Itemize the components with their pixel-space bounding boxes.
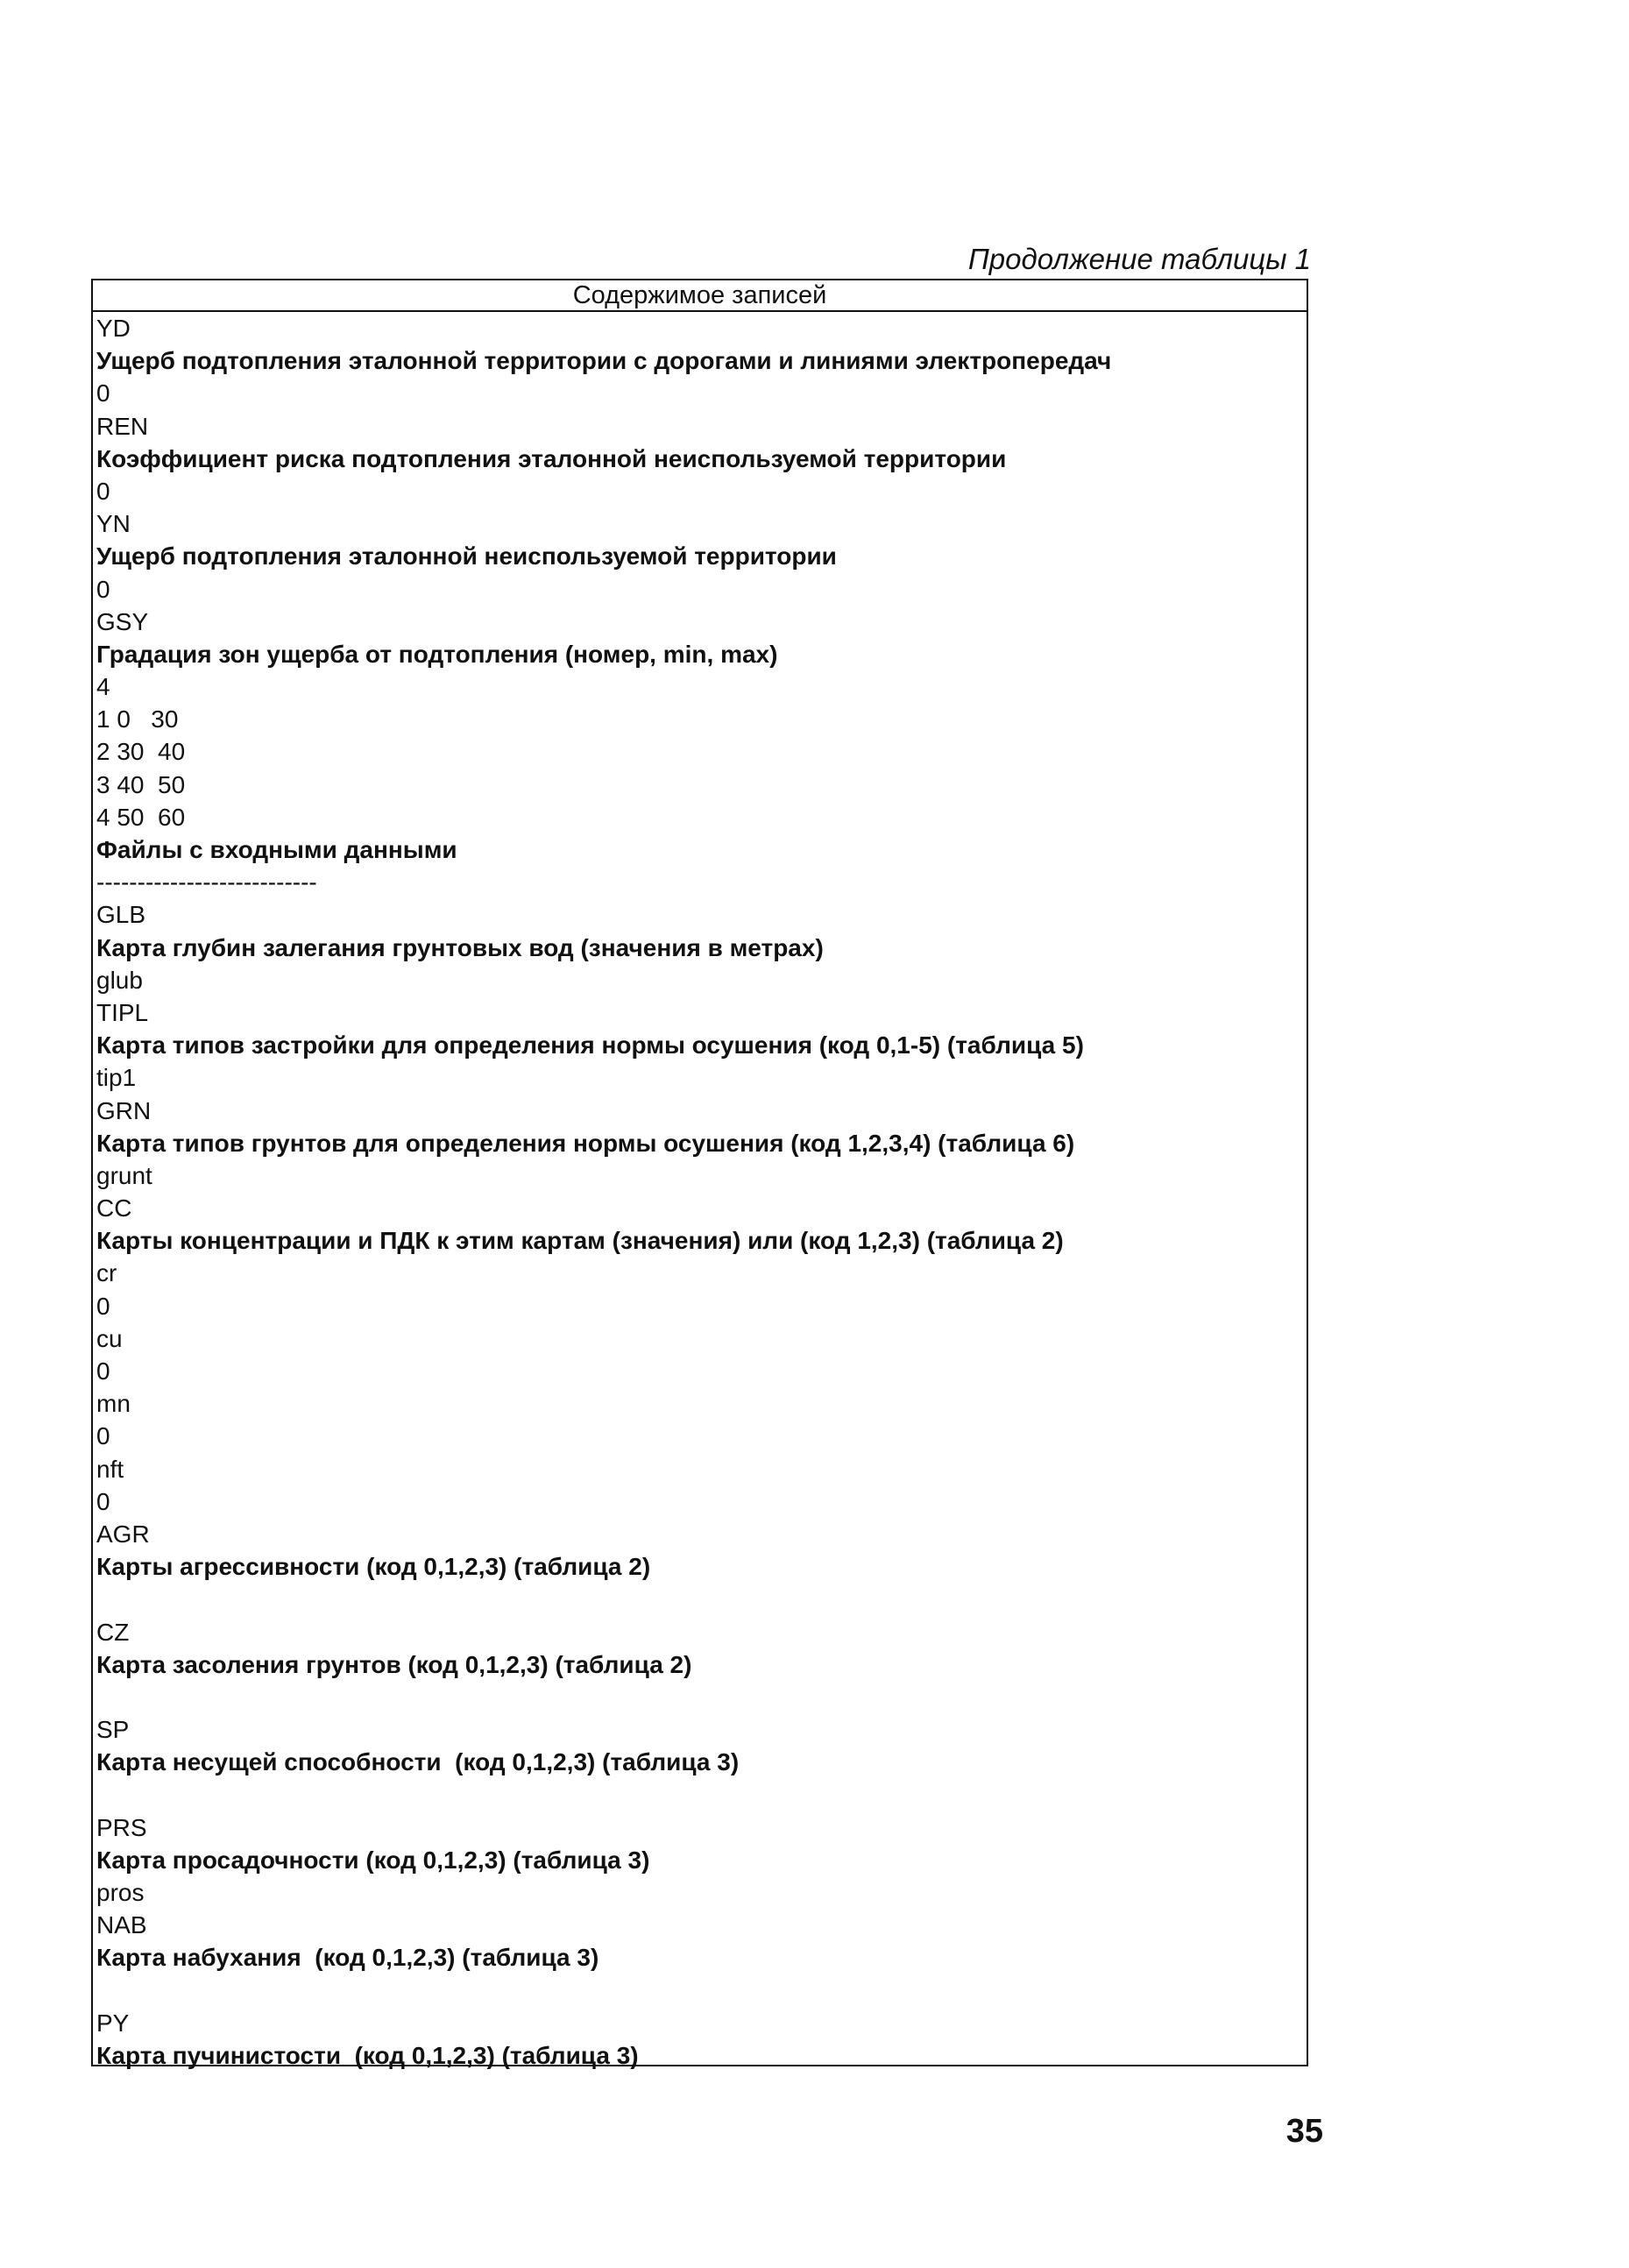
record-line: 0	[96, 1422, 110, 1450]
record-line: cr	[96, 1259, 117, 1287]
record-line: GLB	[96, 901, 146, 929]
records-list	[93, 312, 1307, 2072]
record-line: grunt	[96, 1161, 152, 1189]
record-line: nft	[96, 1455, 124, 1483]
record-line: NAB	[96, 1911, 147, 1939]
record-line: glub	[96, 966, 143, 994]
record-line: Ущерб подтопления эталонной неиспользуемой территории	[96, 542, 837, 571]
record-line	[96, 1681, 1307, 1713]
record-line: Карта просадочности (код 0,1,2,3) (таблица 3)	[96, 1846, 650, 1874]
record-line: ---------------------------	[96, 868, 317, 897]
record-line: Карта набухания (код 0,1,2,3) (таблица 3)	[96, 1944, 599, 1972]
record-line: mn	[96, 1390, 131, 1418]
record-line: Карты концентрации и ПДК к этим картам (значения) или (код 1,2,3) (таблица 2)	[96, 1227, 1064, 1255]
record-line: 4	[96, 673, 110, 701]
records-table	[91, 279, 1308, 2069]
record-line: SP	[96, 1716, 130, 1744]
record-line: REN	[96, 412, 149, 440]
record-line: 3 40 50	[96, 770, 186, 798]
table-continuation-caption: Продолжение таблицы 1	[967, 243, 1311, 275]
record-line: TIPL	[96, 998, 149, 1026]
record-line: tip1	[96, 1064, 137, 1092]
record-line: YD	[96, 315, 131, 342]
record-line: pros	[96, 1879, 145, 1906]
record-line: PRS	[96, 1813, 147, 1841]
record-line: Карта засоления грунтов (код 0,1,2,3) (таблица 2)	[96, 1650, 692, 1678]
record-line	[96, 1974, 1307, 2007]
record-line: AGR	[96, 1520, 150, 1548]
record-line: Карта типов застройки для определения нормы осушения (код 0,1-5) (таблица 5)	[96, 1031, 1084, 1060]
record-line: 4 50 60	[96, 803, 186, 831]
record-line: 0	[96, 1487, 110, 1515]
record-line: 0	[96, 477, 110, 505]
record-line: cu	[96, 1324, 123, 1352]
record-line	[96, 1778, 1307, 1811]
record-line: Карта пучинистости (код 0,1,2,3) (таблица 3)	[96, 2041, 639, 2069]
record-line: 2 30 40	[96, 738, 186, 766]
record-line: Карта глубин залегания грунтовых вод (значения в метрах)	[96, 933, 824, 961]
record-line: 0	[96, 379, 110, 408]
record-line: Коэффициент риска подтопления эталонной неиспользуемой территории	[96, 444, 1007, 472]
record-line: CC	[96, 1194, 132, 1223]
record-line: PY	[96, 2009, 130, 2037]
record-line: Файлы с входными данными	[96, 836, 457, 863]
page-number: 35	[1285, 2113, 1323, 2150]
record-line: GSY	[96, 607, 149, 635]
record-line: Карта типов грунтов для определения нормы осушения (код 1,2,3,4) (таблица 6)	[96, 1129, 1075, 1157]
record-line: 0	[96, 1357, 110, 1385]
record-line: 0	[96, 1292, 110, 1320]
record-line: Карты агрессивности (код 0,1,2,3) (таблица 2)	[96, 1553, 651, 1581]
record-line: Ущерб подтопления эталонной территории с дорогами и линиями электропередач	[96, 347, 1112, 375]
record-line: GRN	[96, 1096, 152, 1124]
record-line: 0	[96, 575, 110, 603]
table-header: Содержимое записей	[93, 280, 1307, 312]
record-line: Градация зон ущерба от подтопления (номер, min, max)	[96, 640, 778, 668]
record-line	[96, 1583, 1307, 1615]
record-line: CZ	[96, 1618, 130, 1646]
record-line: Карта несущей способности (код 0,1,2,3) (таблица 3)	[96, 1748, 740, 1776]
record-line: YN	[96, 510, 131, 538]
record-line: 1 0 30	[96, 705, 179, 734]
